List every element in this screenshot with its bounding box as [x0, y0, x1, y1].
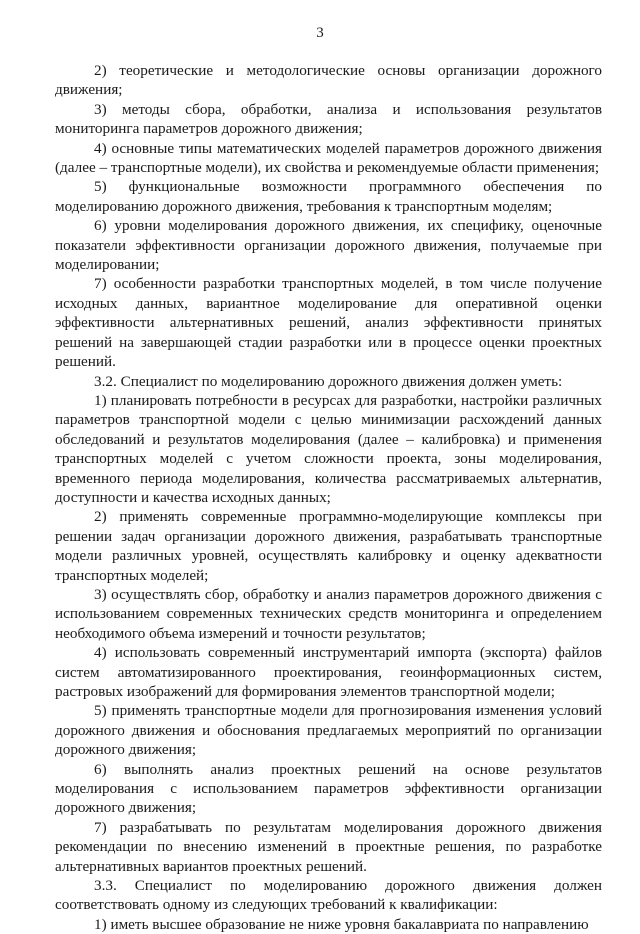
paragraph: 5) применять транспортные модели для прогнозирования изменения условий дорожного движения и обоснования предлагаемых мероприятий по организации дорожного движения; [55, 702, 602, 759]
section-heading: 3.3. Специалист по моделированию дорожного движения должен соответствовать одному из следующих требований к квалификации: [55, 877, 602, 914]
paragraph: 2) применять современные программно-моделирующие комплексы при решении задач организации дорожного движения, разрабатывать транспортные модели различных уровней, осуществлять калибровку и оценку адекватности транспортных моделей; [55, 508, 602, 584]
paragraph: 4) использовать современный инструментарий импорта (экспорта) файлов систем автоматизированного проектирования, геоинформационных систем, растровых изображений для формирования элементов транспортной модели; [55, 644, 602, 700]
paragraph: 3) методы сбора, обработки, анализа и использования результатов мониторинга параметров дорожного движения; [55, 100, 602, 138]
paragraph: 1) иметь высшее образование не ниже уровня бакалавриата по направлению [94, 915, 589, 933]
paragraph: 5) функциональные возможности программного обеспечения по моделированию дорожного движения, требования к транспортным моделям; [55, 178, 602, 215]
paragraph: 3) осуществлять сбор, обработку и анализ параметров дорожного движения с использованием современных технических средств мониторинга и определением необходимого объема измерений и точности результатов; [55, 585, 602, 642]
paragraph: 7) особенности разработки транспортных моделей, в том числе получение исходных данных, вариантное моделирование для оперативной оценки эффективности альтернативных решений, анализ эффективности принятых решений на завершающей стадии разработки или в процессе оценки проектных решений. [55, 275, 602, 371]
page-number: 3 [316, 25, 324, 41]
section-heading: 3.2. Специалист по моделированию дорожного движения должен уметь: [94, 372, 563, 390]
paragraph: 1) планировать потребности в ресурсах для разработки, настройки различных параметров транспортной модели с целью минимизации расхождений данных обследований и результатов моделирования (далее – калибровка) и применения транспортных моделей с учетом сложности проекта, зоны моделирования, временного периода моделирования, количества рассматриваемых альтернатив, доступности и качества исходных данных; [55, 391, 602, 506]
paragraph: 7) разрабатывать по результатам моделирования дорожного движения рекомендации по внесению изменений в проектные решения, по разработке альтернативных вариантов проектных решений. [55, 818, 602, 875]
document-body [55, 61, 602, 934]
paragraph: 4) основные типы математических моделей параметров дорожного движения (далее – транспортные модели), их свойства и рекомендуемые области применения; [55, 139, 602, 177]
paragraph: 6) выполнять анализ проектных решений на основе результатов моделирования с использованием параметров эффективности организации дорожного движения; [55, 760, 602, 817]
paragraph: 2) теоретические и методологические основы организации дорожного движения; [55, 62, 602, 99]
paragraph: 6) уровни моделирования дорожного движения, их специфику, оценочные показатели эффективности организации дорожного движения, получаемые при моделировании; [55, 217, 602, 274]
